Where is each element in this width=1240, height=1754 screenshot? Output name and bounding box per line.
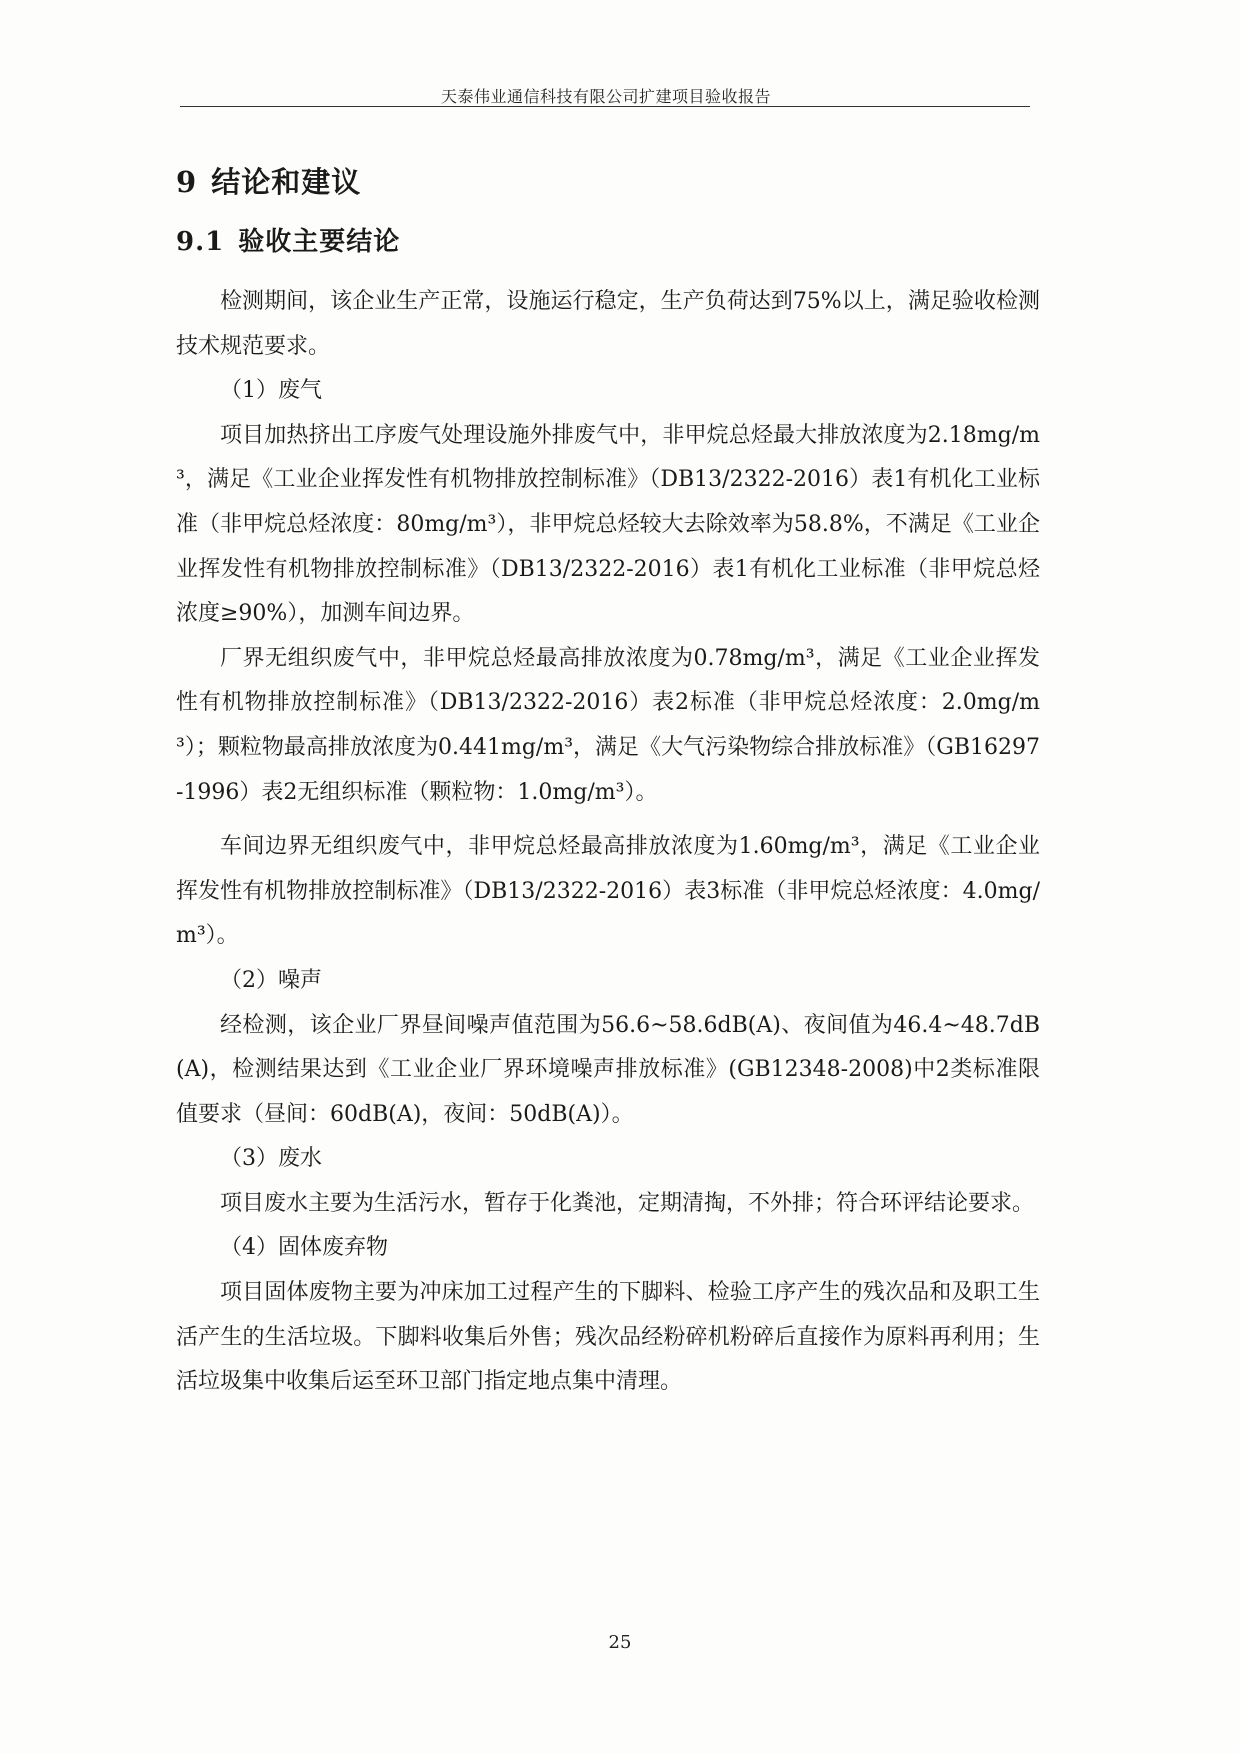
subsection-heading	[176, 214, 1040, 270]
page-number: 25	[608, 1632, 632, 1653]
waste-gas-paragraph-1: 项目加热挤出工序废气处理设施外排废气中，非甲烷总烃最大排放浓度为2.18mg/m³，满足《工业企业挥发性有机物排放控制标准》（DB13/2322-2016）表1有机化工业标准（非甲烷总烃浓度：80mg/m³），非甲烷总烃较大去除效率为58.8%，不满足《工业企业挥发性有机物排放控制标准》（DB13/2322-2016）表1有机化工业标准（非甲烷总烃浓度≥90%），加测车间边界。	[176, 422, 1040, 627]
subsection-number: 9.1	[176, 227, 225, 257]
section-number: 9	[176, 165, 198, 199]
running-header: 天泰伟业通信科技有限公司扩建项目验收报告	[440, 87, 771, 106]
waste-gas-paragraph-3: 车间边界无组织废气中，非甲烷总烃最高排放浓度为1.60mg/m³，满足《工业企业挥发性有机物排放控制标准》（DB13/2322-2016）表3标准（非甲烷总烃浓度：4.0mg/m³）。	[176, 834, 1040, 949]
noise-heading: （2）噪声	[220, 967, 322, 993]
header-divider	[180, 106, 1030, 107]
section-title: 结论和建议	[211, 165, 362, 199]
noise-paragraph: 经检测，该企业厂界昼间噪声值范围为56.6~58.6dB(A)、夜间值为46.4~48.7dB(A)，检测结果达到《工业企业厂界环境噪声排放标准》(GB12348-2008)中2类标准限值要求（昼间：60dB(A)，夜间：50dB(A)）。	[176, 1012, 1040, 1127]
paragraph-gap	[176, 815, 1040, 825]
page-body	[176, 150, 1040, 1405]
wastewater-paragraph: 项目废水主要为生活污水，暂存于化粪池，定期清掏，不外排；符合环评结论要求。	[220, 1190, 1035, 1216]
waste-gas-heading: （1）废气	[220, 378, 322, 404]
section-heading	[176, 150, 1040, 214]
wastewater-heading: （3）废水	[220, 1146, 322, 1172]
subsection-title: 验收主要结论	[238, 227, 401, 257]
intro-paragraph: 检测期间，该企业生产正常，设施运行稳定，生产负荷达到75%以上，满足验收检测技术规范要求。	[176, 289, 1040, 359]
solid-waste-heading: （4）固体废弃物	[220, 1235, 388, 1261]
solid-waste-paragraph: 项目固体废物主要为冲床加工过程产生的下脚料、检验工序产生的残次品和及职工生活产生的生活垃圾。下脚料收集后外售；残次品经粉碎机粉碎后直接作为原料再利用；生活垃圾集中收集后运至环卫部门指定地点集中清理。	[176, 1280, 1040, 1395]
waste-gas-paragraph-2: 厂界无组织废气中，非甲烷总烃最高排放浓度为0.78mg/m³，满足《工业企业挥发性有机物排放控制标准》（DB13/2322-2016）表2标准（非甲烷总烃浓度：2.0mg/m³）；颗粒物最高排放浓度为0.441mg/m³，满足《大气污染物综合排放标准》（GB16297-1996）表2无组织标准（颗粒物：1.0mg/m³）。	[176, 645, 1040, 805]
